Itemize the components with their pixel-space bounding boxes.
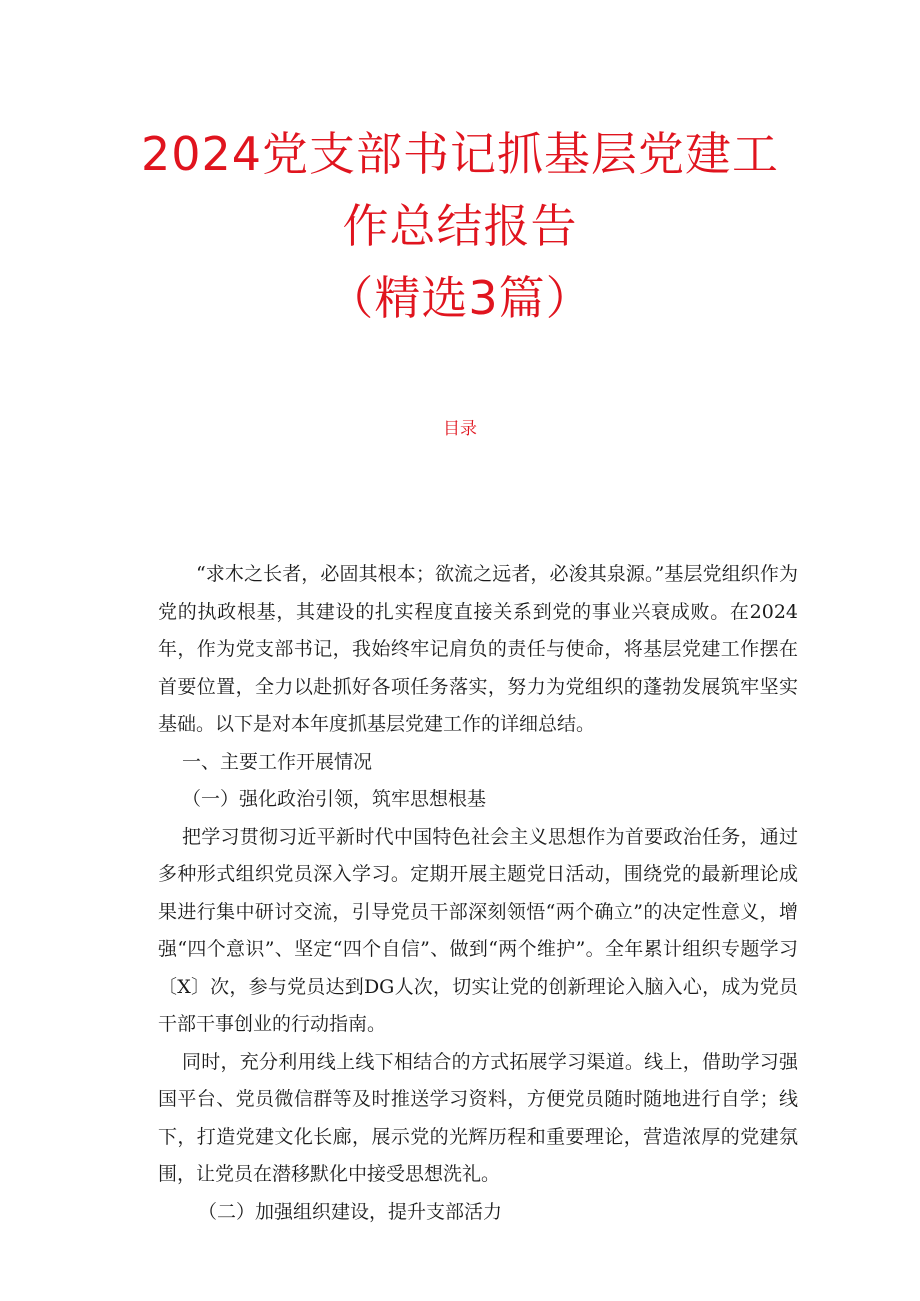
subsection-heading-1: （一）强化政治引领，筑牢思想根基: [182, 788, 487, 810]
intro-paragraph: “求木之长者，必固其根本；欲流之远者，必浚其泉源。”基层党组织作为党的执政根基，其建设的扎实程度直接关系到党的事业兴衰成败。在2024年，作为党支部书记，我始终牢记肩负的责任与使命，将基层党建工作摆在首要位置，全力以赴抓好各项任务落实，努力为党组织的蓬勃发展筑牢坚实基础。以下是对本年度抓基层党建工作的详细总结。: [158, 563, 798, 735]
title-line-1: 2024党支部书记抓基层党建工: [140, 127, 780, 181]
title-line-3: （精选3篇）: [327, 271, 593, 325]
subsection-heading-2: （二）加强组织建设，提升支部活力: [198, 1200, 503, 1223]
body-paragraph-2: 同时，充分利用线上线下相结合的方式拓展学习渠道。线上，借助学习强国平台、党员微信群等及时推送学习资料，方便党员随时随地进行自学；线下，打造党建文化长廊，展示党的光辉历程和重要理论，营造浓厚的党建氛围，让党员在潜移默化中接受思想洗礼。: [158, 1050, 798, 1185]
title-line-2: 作总结报告: [342, 199, 578, 253]
section-heading-1: 一、主要工作开展情况: [182, 750, 373, 773]
document-title: [0, 118, 920, 334]
document-body: [158, 556, 798, 1231]
body-paragraph-1: 把学习贯彻习近平新时代中国特色社会主义思想作为首要政治任务，通过多种形式组织党员深入学习。定期开展主题党日活动，围绕党的最新理论成果进行集中研讨交流，引导党员干部深刻领悟“两个确立”的决定性意义，增强“四个意识”、坚定“四个自信”、做到“两个维护”。全年累计组织专题学习〔X〕次，参与党员达到DG人次，切实让党的创新理论入脑入心，成为党员干部干事创业的行动指南。: [158, 825, 798, 1035]
table-of-contents-label[interactable]: 目录: [443, 419, 477, 439]
